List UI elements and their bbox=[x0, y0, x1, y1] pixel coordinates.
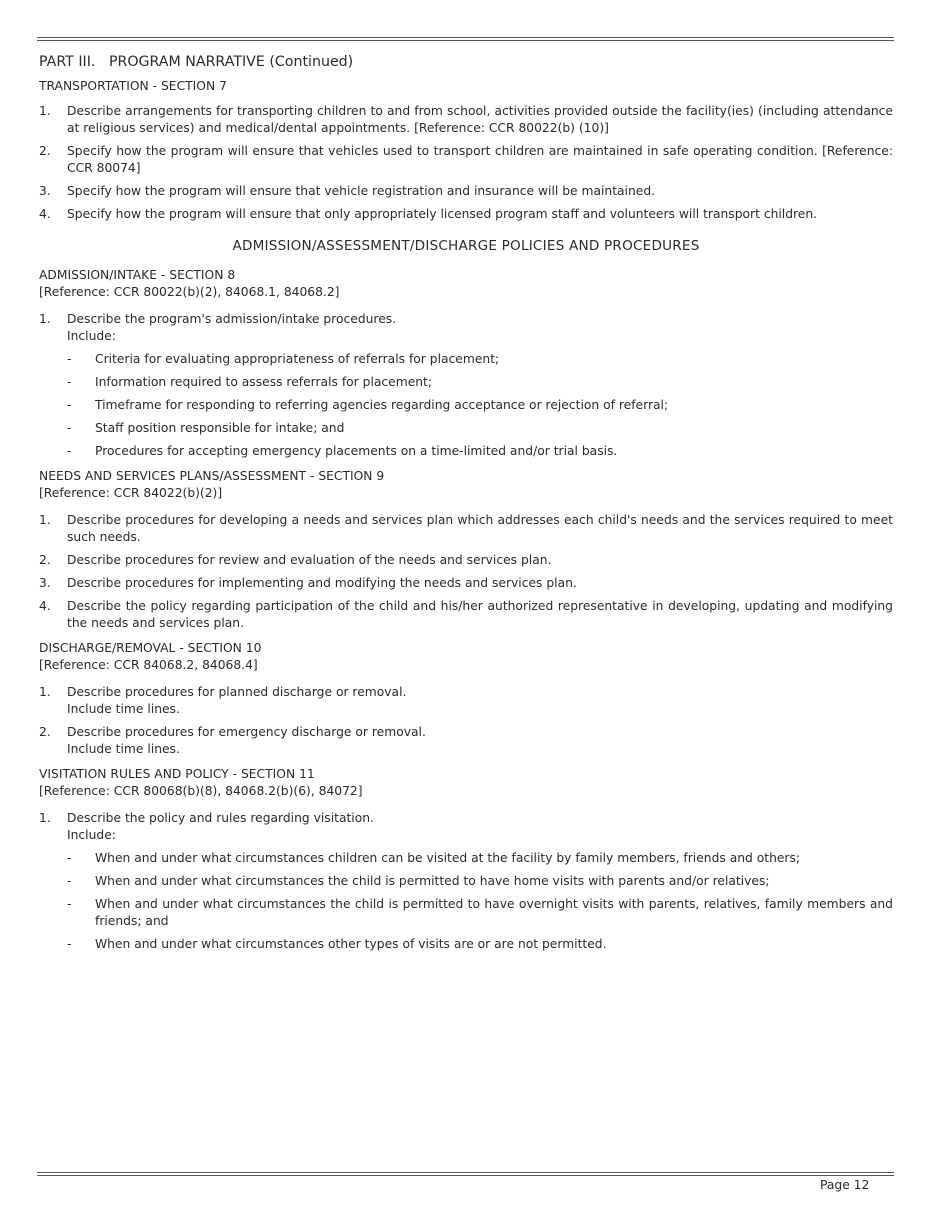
bottom-rule-1 bbox=[37, 1172, 894, 1173]
section-11-list bbox=[39, 810, 893, 953]
top-rule-1 bbox=[37, 37, 894, 38]
page-number: Page 12 bbox=[820, 1178, 870, 1192]
section-8-heading: ADMISSION/INTAKE - SECTION 8 bbox=[39, 268, 236, 282]
list-item: 4. Specify how the program will ensure that only appropriately licensed program staff and volunteers will transport children. bbox=[39, 207, 818, 221]
section-10-heading: DISCHARGE/REMOVAL - SECTION 10 bbox=[39, 641, 262, 655]
list-item: 1. Describe the program's admission/intake procedures. Include: - Criteria for evaluating appropriateness of referrals for placement; - Information required to assess referrals for placement; - Timeframe for responding to referring agencies regarding acceptance or rejection of referral; - Staff position responsible for intake; and - Procedures for accepting emergency placements on a time-limited and/or trial basis. bbox=[39, 311, 893, 460]
part-title: PART III. PROGRAM NARRATIVE (Continued) bbox=[39, 54, 354, 70]
list-item: 1. Describe procedures for planned discharge or removal. Include time lines. bbox=[39, 685, 407, 716]
list-item: 1. Describe arrangements for transporting children to and from school, activities provided outside the facility(ies) (including attendance at religious services) and medical/dental appointments. [Reference: CCR 80022(b) (10)] bbox=[39, 104, 893, 135]
sub-item: - Information required to assess referrals for placement; bbox=[67, 375, 433, 389]
sub-item: - When and under what circumstances the child is permitted to have home visits with parents and/or relatives; bbox=[67, 874, 770, 888]
section-10-reference: [Reference: CCR 84068.2, 84068.4] bbox=[39, 658, 258, 672]
bottom-rule-2 bbox=[37, 1175, 894, 1176]
top-rule-2 bbox=[37, 40, 894, 41]
section-8-reference: [Reference: CCR 80022(b)(2), 84068.1, 84068.2] bbox=[39, 285, 340, 299]
policies-title: ADMISSION/ASSESSMENT/DISCHARGE POLICIES AND PROCEDURES bbox=[232, 238, 700, 254]
list-item: 2. Specify how the program will ensure that vehicles used to transport children are maintained in safe operating condition. [Reference: CCR 80074] bbox=[39, 144, 893, 175]
list-item: 1. Describe the policy and rules regarding visitation. Include: - When and under what circumstances children can be visited at the facility by family members, friends and others; - When and under what circumstances the child is permitted to have home visits with parents and/or relatives; - When and under what circumstances the child is permitted to have overnight visits with parents, relatives, family members and friends; and - When and under what circumstances other types of visits are or are not permitted. bbox=[39, 811, 893, 951]
section-11-reference: [Reference: CCR 80068(b)(8), 84068.2(b)(6), 84072] bbox=[39, 784, 363, 798]
list-item: 1. Describe procedures for developing a needs and services plan which addresses each child's needs and the services required to meet such needs. bbox=[39, 513, 893, 544]
list-item: 2. Describe procedures for emergency discharge or removal. Include time lines. bbox=[39, 725, 426, 756]
section-11-heading: VISITATION RULES AND POLICY - SECTION 11 bbox=[39, 767, 315, 781]
sub-item: - When and under what circumstances children can be visited at the facility by family members, friends and others; bbox=[67, 851, 801, 865]
sub-item: - Staff position responsible for intake; and bbox=[67, 421, 345, 435]
section-9-list bbox=[39, 512, 893, 632]
list-item: 2. Describe procedures for review and evaluation of the needs and services plan. bbox=[39, 553, 552, 567]
section-8-list bbox=[39, 311, 893, 460]
sub-item: - When and under what circumstances the child is permitted to have overnight visits with parents, relatives, family members and friends; and bbox=[67, 897, 893, 928]
section-7-list bbox=[39, 103, 893, 223]
page-content bbox=[39, 52, 893, 959]
list-item: 3. Describe procedures for implementing and modifying the needs and services plan. bbox=[39, 576, 577, 590]
section-7-heading: TRANSPORTATION - SECTION 7 bbox=[39, 79, 227, 93]
sub-item: - Timeframe for responding to referring agencies regarding acceptance or rejection of referral; bbox=[67, 398, 669, 412]
section-9-heading: NEEDS AND SERVICES PLANS/ASSESSMENT - SECTION 9 bbox=[39, 469, 385, 483]
sub-item: - Procedures for accepting emergency placements on a time-limited and/or trial basis. bbox=[67, 444, 618, 458]
list-item: 4. Describe the policy regarding participation of the child and his/her authorized representative in developing, updating and modifying the needs and services plan. bbox=[39, 599, 893, 630]
section-9-reference: [Reference: CCR 84022(b)(2)] bbox=[39, 486, 223, 500]
sub-item: - Criteria for evaluating appropriateness of referrals for placement; bbox=[67, 352, 500, 366]
section-11-sublist bbox=[67, 850, 893, 953]
section-8-sublist bbox=[67, 351, 893, 460]
list-item: 3. Specify how the program will ensure that vehicle registration and insurance will be maintained. bbox=[39, 184, 656, 198]
section-10-list bbox=[39, 684, 893, 758]
sub-item: - When and under what circumstances other types of visits are or are not permitted. bbox=[67, 937, 607, 951]
